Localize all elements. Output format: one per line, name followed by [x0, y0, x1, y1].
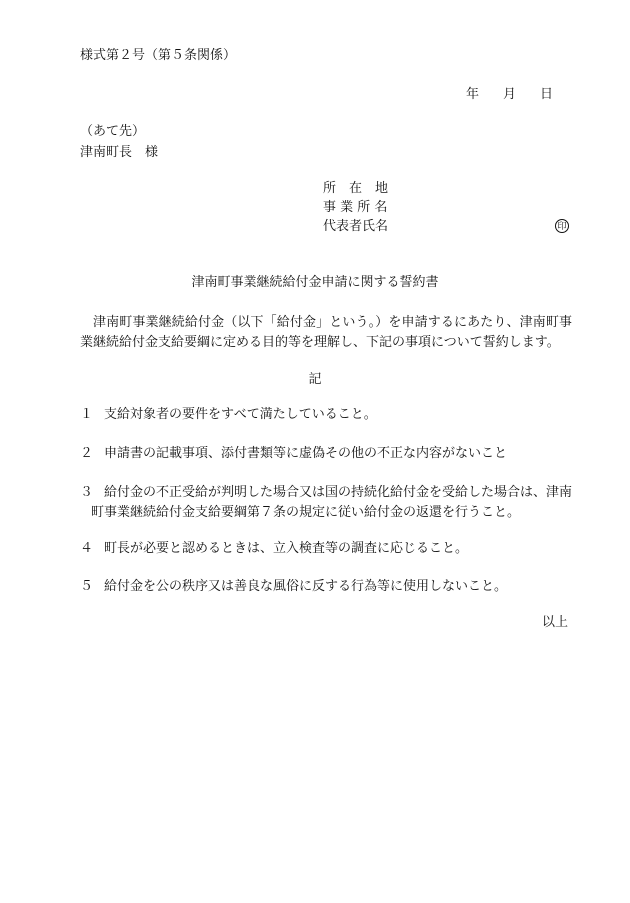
applicant-block — [323, 180, 573, 237]
business-name-label: 事 業 所 名 — [323, 200, 388, 215]
address-row — [323, 180, 573, 199]
representative-row — [323, 218, 573, 237]
list-item — [80, 577, 572, 597]
item-text: 給付金を公の秩序又は善良な風俗に反する行為等に使用しないこと。 — [104, 579, 508, 594]
seal-icon: 印 — [555, 219, 569, 233]
intro-paragraph: 津南町事業継続給付金（以下「給付金」という。）を申請するにあたり、津南町事業継続給付金支給要綱に定める目的等を理解し、下記の事項について誓約します。 — [80, 315, 572, 350]
representative-label: 代表者氏名 — [323, 219, 389, 234]
list-item — [80, 405, 572, 425]
item-number: ５ — [80, 579, 94, 594]
address-label: 所 在 地 — [323, 181, 389, 196]
form-number: 様式第２号（第５条関係） — [80, 48, 237, 63]
item-number: ４ — [80, 541, 94, 556]
document-title: 津南町事業継続給付金申請に関する誓約書 — [191, 275, 439, 290]
item-text: 申請書の記載事項、添付書類等に虚偽その他の不正な内容がないこと — [104, 446, 508, 461]
list-item — [80, 444, 572, 464]
month-label: 月 — [503, 87, 517, 102]
item-text: 町長が必要と認めるときは、立入検査等の調査に応じること。 — [104, 541, 469, 556]
closing-mark: 以上 — [541, 615, 568, 630]
addressee-label: （あて先） — [80, 124, 146, 139]
item-number: ２ — [80, 446, 94, 461]
item-number: １ — [80, 407, 94, 422]
day-label: 日 — [540, 87, 554, 102]
year-label: 年 — [466, 87, 480, 102]
list-item — [80, 539, 572, 559]
item-text: 給付金の不正受給が判明した場合又は国の持続化給付金を受給した場合は、津南町事業継続給付金支給要綱第７条の規定に従い給付金の返還を行うこと。 — [91, 485, 573, 520]
date-line — [466, 86, 553, 104]
list-item — [80, 483, 572, 523]
business-name-row — [323, 199, 573, 218]
ki-heading: 記 — [308, 372, 322, 387]
addressee-name: 津南町長 様 — [80, 145, 159, 160]
item-text: 支給対象者の要件をすべて満たしていること。 — [104, 407, 377, 422]
item-number: ３ — [80, 485, 94, 500]
